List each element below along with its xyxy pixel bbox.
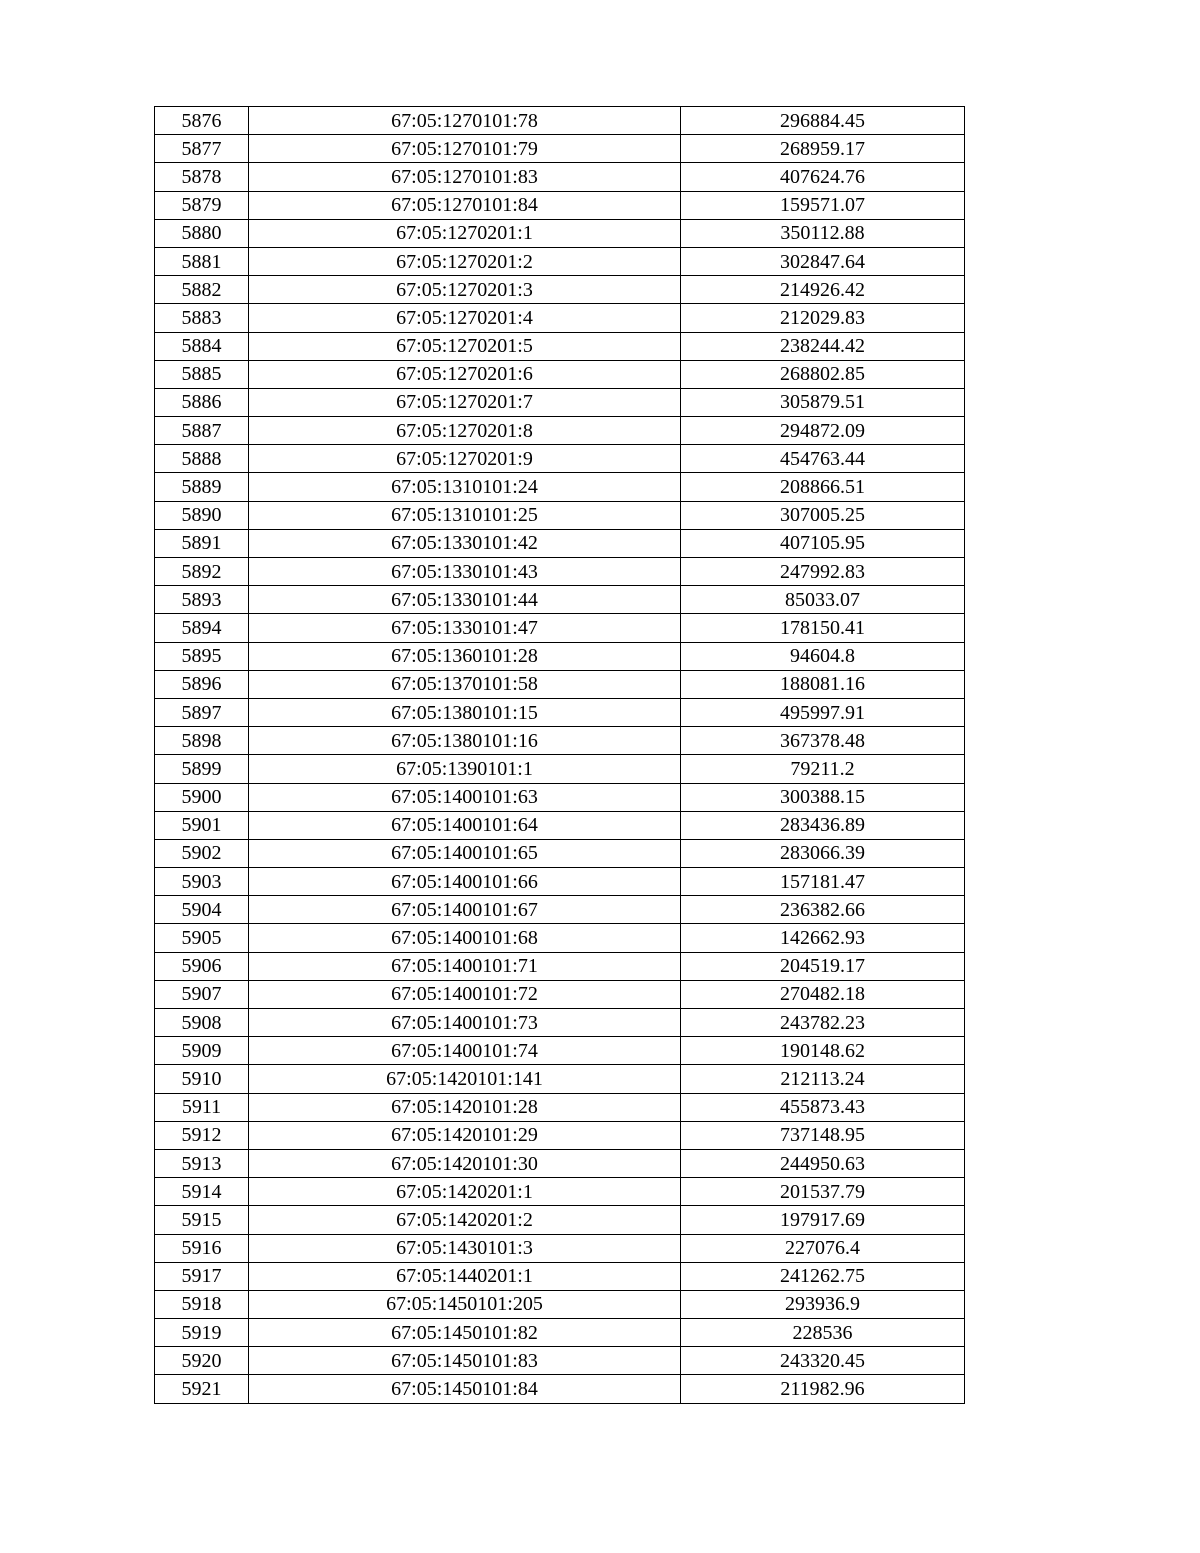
row-number-cell: 5882 — [155, 276, 249, 304]
row-number-cell: 5904 — [155, 896, 249, 924]
cadastral-number-cell: 67:05:1270101:84 — [249, 191, 681, 219]
row-number-cell: 5912 — [155, 1121, 249, 1149]
value-cell: 305879.51 — [681, 388, 965, 416]
cadastral-number-cell: 67:05:1400101:74 — [249, 1037, 681, 1065]
table-row — [155, 727, 965, 755]
table-row — [155, 980, 965, 1008]
cadastral-number-cell: 67:05:1380101:15 — [249, 698, 681, 726]
value-cell: 407624.76 — [681, 163, 965, 191]
table-row — [155, 501, 965, 529]
table-row — [155, 1009, 965, 1037]
value-cell: 455873.43 — [681, 1093, 965, 1121]
table-row — [155, 1037, 965, 1065]
cadastral-number-cell: 67:05:1420101:28 — [249, 1093, 681, 1121]
cadastral-number-cell: 67:05:1420201:1 — [249, 1178, 681, 1206]
row-number-cell: 5891 — [155, 529, 249, 557]
row-number-cell: 5900 — [155, 783, 249, 811]
table-row — [155, 614, 965, 642]
cadastral-number-cell: 67:05:1400101:65 — [249, 839, 681, 867]
row-number-cell: 5898 — [155, 727, 249, 755]
table-row — [155, 1093, 965, 1121]
table-row — [155, 642, 965, 670]
table-row — [155, 1065, 965, 1093]
row-number-cell: 5903 — [155, 868, 249, 896]
row-number-cell: 5920 — [155, 1347, 249, 1375]
row-number-cell: 5915 — [155, 1206, 249, 1234]
value-cell: 283066.39 — [681, 839, 965, 867]
cadastral-number-cell: 67:05:1400101:67 — [249, 896, 681, 924]
value-cell: 85033.07 — [681, 586, 965, 614]
row-number-cell: 5894 — [155, 614, 249, 642]
table-row — [155, 417, 965, 445]
table-row — [155, 924, 965, 952]
value-cell: 454763.44 — [681, 445, 965, 473]
row-number-cell: 5914 — [155, 1178, 249, 1206]
value-cell: 737148.95 — [681, 1121, 965, 1149]
cadastral-number-cell: 67:05:1270201:6 — [249, 360, 681, 388]
row-number-cell: 5890 — [155, 501, 249, 529]
value-cell: 214926.42 — [681, 276, 965, 304]
cadastral-number-cell: 67:05:1400101:64 — [249, 811, 681, 839]
value-cell: 294872.09 — [681, 417, 965, 445]
row-number-cell: 5886 — [155, 388, 249, 416]
value-cell: 208866.51 — [681, 473, 965, 501]
cadastral-number-cell: 67:05:1400101:71 — [249, 952, 681, 980]
table-row — [155, 332, 965, 360]
table-row — [155, 1149, 965, 1177]
value-cell: 159571.07 — [681, 191, 965, 219]
row-number-cell: 5918 — [155, 1290, 249, 1318]
row-number-cell: 5907 — [155, 980, 249, 1008]
table-row — [155, 558, 965, 586]
value-cell: 142662.93 — [681, 924, 965, 952]
value-cell: 307005.25 — [681, 501, 965, 529]
value-cell: 241262.75 — [681, 1262, 965, 1290]
cadastral-number-cell: 67:05:1400101:66 — [249, 868, 681, 896]
cadastral-number-cell: 67:05:1310101:25 — [249, 501, 681, 529]
value-cell: 178150.41 — [681, 614, 965, 642]
table-row — [155, 1206, 965, 1234]
cadastral-number-cell: 67:05:1270201:5 — [249, 332, 681, 360]
value-cell: 204519.17 — [681, 952, 965, 980]
value-cell: 244950.63 — [681, 1149, 965, 1177]
table-row — [155, 839, 965, 867]
row-number-cell: 5880 — [155, 219, 249, 247]
cadastral-number-cell: 67:05:1310101:24 — [249, 473, 681, 501]
row-number-cell: 5921 — [155, 1375, 249, 1403]
row-number-cell: 5878 — [155, 163, 249, 191]
row-number-cell: 5905 — [155, 924, 249, 952]
table-row — [155, 191, 965, 219]
table-row — [155, 473, 965, 501]
value-cell: 270482.18 — [681, 980, 965, 1008]
value-cell: 302847.64 — [681, 247, 965, 275]
cadastral-number-cell: 67:05:1450101:84 — [249, 1375, 681, 1403]
row-number-cell: 5892 — [155, 558, 249, 586]
row-number-cell: 5917 — [155, 1262, 249, 1290]
value-cell: 94604.8 — [681, 642, 965, 670]
cadastral-number-cell: 67:05:1400101:68 — [249, 924, 681, 952]
value-cell: 190148.62 — [681, 1037, 965, 1065]
table-row — [155, 529, 965, 557]
value-cell: 197917.69 — [681, 1206, 965, 1234]
table-row — [155, 1375, 965, 1403]
table-row — [155, 1121, 965, 1149]
cadastral-number-cell: 67:05:1450101:83 — [249, 1347, 681, 1375]
cadastral-number-cell: 67:05:1360101:28 — [249, 642, 681, 670]
cadastral-number-cell: 67:05:1270101:83 — [249, 163, 681, 191]
table-body — [155, 107, 965, 1404]
table-row — [155, 1319, 965, 1347]
row-number-cell: 5910 — [155, 1065, 249, 1093]
table-row — [155, 445, 965, 473]
cadastral-number-cell: 67:05:1390101:1 — [249, 755, 681, 783]
table-row — [155, 896, 965, 924]
row-number-cell: 5895 — [155, 642, 249, 670]
cadastral-number-cell: 67:05:1400101:72 — [249, 980, 681, 1008]
value-cell: 243782.23 — [681, 1009, 965, 1037]
row-number-cell: 5919 — [155, 1319, 249, 1347]
table-row — [155, 107, 965, 135]
row-number-cell: 5906 — [155, 952, 249, 980]
cadastral-number-cell: 67:05:1420101:29 — [249, 1121, 681, 1149]
row-number-cell: 5877 — [155, 135, 249, 163]
row-number-cell: 5889 — [155, 473, 249, 501]
table-row — [155, 1290, 965, 1318]
cadastral-number-cell: 67:05:1450101:205 — [249, 1290, 681, 1318]
value-cell: 296884.45 — [681, 107, 965, 135]
cadastral-number-cell: 67:05:1270101:78 — [249, 107, 681, 135]
cadastral-number-cell: 67:05:1400101:63 — [249, 783, 681, 811]
row-number-cell: 5896 — [155, 670, 249, 698]
cadastral-number-cell: 67:05:1330101:43 — [249, 558, 681, 586]
cadastral-number-cell: 67:05:1400101:73 — [249, 1009, 681, 1037]
value-cell: 268959.17 — [681, 135, 965, 163]
row-number-cell: 5881 — [155, 247, 249, 275]
value-cell: 268802.85 — [681, 360, 965, 388]
table-row — [155, 1347, 965, 1375]
value-cell: 227076.4 — [681, 1234, 965, 1262]
row-number-cell: 5916 — [155, 1234, 249, 1262]
cadastral-number-cell: 67:05:1420101:141 — [249, 1065, 681, 1093]
row-number-cell: 5893 — [155, 586, 249, 614]
value-cell: 201537.79 — [681, 1178, 965, 1206]
row-number-cell: 5884 — [155, 332, 249, 360]
value-cell: 283436.89 — [681, 811, 965, 839]
value-cell: 236382.66 — [681, 896, 965, 924]
table-row — [155, 868, 965, 896]
cadastral-number-cell: 67:05:1270201:9 — [249, 445, 681, 473]
table-row — [155, 586, 965, 614]
table-row — [155, 952, 965, 980]
cadastral-number-cell: 67:05:1330101:44 — [249, 586, 681, 614]
cadastral-number-cell: 67:05:1270201:1 — [249, 219, 681, 247]
cadastral-number-cell: 67:05:1270201:4 — [249, 304, 681, 332]
cadastral-number-cell: 67:05:1270101:79 — [249, 135, 681, 163]
row-number-cell: 5897 — [155, 698, 249, 726]
table-row — [155, 1234, 965, 1262]
table-row — [155, 670, 965, 698]
value-cell: 407105.95 — [681, 529, 965, 557]
cadastral-number-cell: 67:05:1270201:2 — [249, 247, 681, 275]
cadastral-number-cell: 67:05:1380101:16 — [249, 727, 681, 755]
cadastral-number-cell: 67:05:1370101:58 — [249, 670, 681, 698]
row-number-cell: 5899 — [155, 755, 249, 783]
cadastral-number-cell: 67:05:1270201:3 — [249, 276, 681, 304]
table-row — [155, 811, 965, 839]
value-cell: 188081.16 — [681, 670, 965, 698]
value-cell: 243320.45 — [681, 1347, 965, 1375]
value-cell: 212029.83 — [681, 304, 965, 332]
table-row — [155, 276, 965, 304]
cadastral-number-cell: 67:05:1270201:7 — [249, 388, 681, 416]
table-row — [155, 219, 965, 247]
value-cell: 79211.2 — [681, 755, 965, 783]
row-number-cell: 5901 — [155, 811, 249, 839]
value-cell: 495997.91 — [681, 698, 965, 726]
data-table — [154, 106, 965, 1404]
row-number-cell: 5885 — [155, 360, 249, 388]
table-row — [155, 163, 965, 191]
table-row — [155, 1262, 965, 1290]
value-cell: 228536 — [681, 1319, 965, 1347]
value-cell: 212113.24 — [681, 1065, 965, 1093]
row-number-cell: 5908 — [155, 1009, 249, 1037]
cadastral-number-cell: 67:05:1420101:30 — [249, 1149, 681, 1177]
table-row — [155, 388, 965, 416]
value-cell: 350112.88 — [681, 219, 965, 247]
cadastral-number-cell: 67:05:1330101:42 — [249, 529, 681, 557]
row-number-cell: 5909 — [155, 1037, 249, 1065]
value-cell: 157181.47 — [681, 868, 965, 896]
value-cell: 238244.42 — [681, 332, 965, 360]
cadastral-number-cell: 67:05:1270201:8 — [249, 417, 681, 445]
table-row — [155, 135, 965, 163]
value-cell: 247992.83 — [681, 558, 965, 586]
cadastral-number-cell: 67:05:1430101:3 — [249, 1234, 681, 1262]
value-cell: 367378.48 — [681, 727, 965, 755]
value-cell: 293936.9 — [681, 1290, 965, 1318]
row-number-cell: 5879 — [155, 191, 249, 219]
row-number-cell: 5888 — [155, 445, 249, 473]
table-row — [155, 783, 965, 811]
cadastral-number-cell: 67:05:1440201:1 — [249, 1262, 681, 1290]
cadastral-number-cell: 67:05:1330101:47 — [249, 614, 681, 642]
table-row — [155, 755, 965, 783]
table-row — [155, 247, 965, 275]
value-cell: 300388.15 — [681, 783, 965, 811]
row-number-cell: 5876 — [155, 107, 249, 135]
cadastral-number-cell: 67:05:1450101:82 — [249, 1319, 681, 1347]
table-row — [155, 698, 965, 726]
value-cell: 211982.96 — [681, 1375, 965, 1403]
row-number-cell: 5883 — [155, 304, 249, 332]
row-number-cell: 5902 — [155, 839, 249, 867]
row-number-cell: 5913 — [155, 1149, 249, 1177]
row-number-cell: 5911 — [155, 1093, 249, 1121]
table-row — [155, 1178, 965, 1206]
table-row — [155, 360, 965, 388]
table-row — [155, 304, 965, 332]
row-number-cell: 5887 — [155, 417, 249, 445]
cadastral-number-cell: 67:05:1420201:2 — [249, 1206, 681, 1234]
